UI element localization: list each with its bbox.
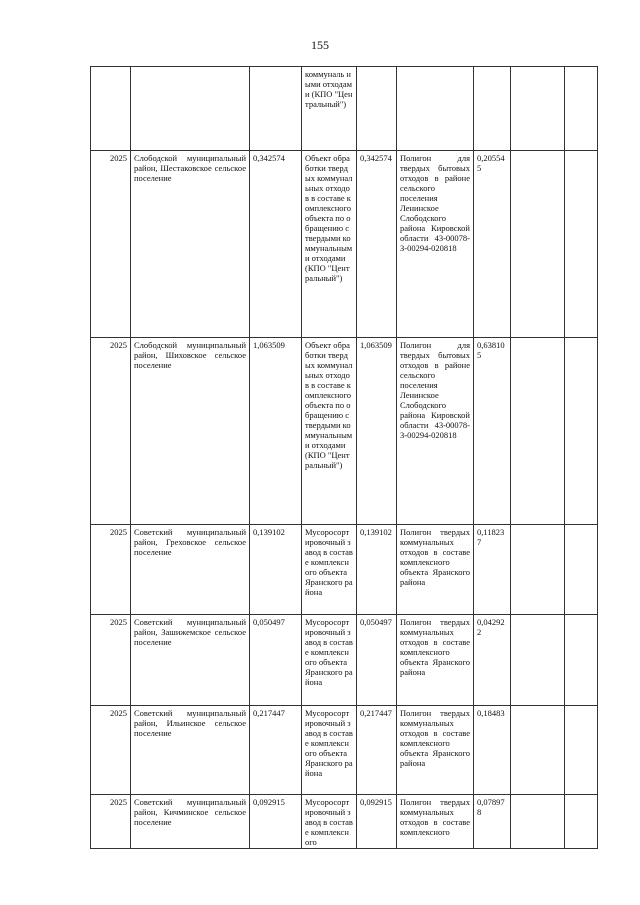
object-cell [302,67,357,151]
municipality-cell: Слободской муниципальный район, Шиховское сельское поселение [131,338,250,525]
year-cell: 2025 [91,706,131,795]
year-cell: 2025 [91,338,131,525]
empty-cell [511,795,565,849]
table-row [91,338,598,525]
municipality-cell [131,67,250,151]
value-cell: 0,050497 [250,615,302,706]
value-cell: 0,042922 [474,615,511,706]
object-cell: Мусоросортировочный завод в составе комплексного объекта Яранского района [302,706,357,795]
value-cell: 0,050497 [357,615,397,706]
value-cell: 1,063509 [250,338,302,525]
municipality-cell: Советский муниципальный район, Ильинское сельское поселение [131,706,250,795]
table-row [91,67,598,151]
page-number: 155 [311,38,329,52]
object-cell: Объект обработки твердых коммунальных отходов в составе комплексного объекта по обращению с твердыми коммунальными отходами (КПО "Центральный") [302,151,357,338]
empty-cell [511,706,565,795]
value-cell [357,67,397,151]
empty-cell [511,338,565,525]
table-row [91,151,598,338]
value-cell [474,67,511,151]
destination-cell: Полигон твердых коммунальных отходов в составе комплексного [397,795,474,849]
value-cell: 1,063509 [357,338,397,525]
year-cell [91,67,131,151]
value-cell: 0,342574 [250,151,302,338]
table-row [91,706,598,795]
empty-cell [565,338,598,525]
value-cell: 0,217447 [250,706,302,795]
value-cell: 0,118237 [474,525,511,615]
object-cell: Мусоросортировочный завод в составе комплексного объекта Яранского района [302,615,357,706]
value-cell: 0,092915 [357,795,397,849]
object-cell: Мусоросортировочный завод в составе комплексного объекта Яранского района [302,525,357,615]
value-cell: 0,217447 [357,706,397,795]
empty-cell [565,706,598,795]
table-row [91,525,598,615]
value-cell: 0,342574 [357,151,397,338]
empty-cell [511,615,565,706]
year-cell: 2025 [91,151,131,338]
year-cell: 2025 [91,795,131,849]
value-cell: 0,092915 [250,795,302,849]
destination-cell: Полигон твердых коммунальных отходов в составе комплексного объекта Яранского района [397,615,474,706]
municipality-cell: Советский муниципальный район, Кичминское сельское поселение [131,795,250,849]
value-cell: 0,139102 [357,525,397,615]
municipality-cell: Советский муниципальный район, Зашижемское сельское поселение [131,615,250,706]
value-cell: 0,078978 [474,795,511,849]
table-row [91,795,598,849]
value-cell: 0,205545 [474,151,511,338]
object-cell: Мусоросортировочный завод в составе комплексного [302,795,357,849]
empty-cell [565,67,598,151]
value-cell: 0,18483 [474,706,511,795]
year-cell: 2025 [91,615,131,706]
empty-cell [511,67,565,151]
value-cell: 0,139102 [250,525,302,615]
destination-cell: Полигон твердых коммунальных отходов в составе комплексного объекта Яранского района [397,706,474,795]
year-cell: 2025 [91,525,131,615]
table-row [91,615,598,706]
empty-cell [565,151,598,338]
empty-cell [565,525,598,615]
empty-cell [565,795,598,849]
municipality-cell: Советский муниципальный район, Греховское сельское поселение [131,525,250,615]
object-text: коммуналь ными отходами (КПО "Центральный") [305,69,353,109]
empty-cell [511,525,565,615]
value-cell: 0,638105 [474,338,511,525]
empty-cell [511,151,565,338]
empty-cell [565,615,598,706]
value-cell [250,67,302,151]
destination-cell: Полигон для твердых бытовых отходов в районе сельского поселения Ленинское Слободского района Кировской области 43-00078-З-00294-020818 [397,338,474,525]
object-cell: Объект обработки твердых коммунальных отходов в составе комплексного объекта по обращению с твердыми коммунальными отходами (КПО "Центральный") [302,338,357,525]
destination-cell: Полигон для твердых бытовых отходов в районе сельского поселения Ленинское Слободского района Кировской области 43-00078-З-00294-020818 [397,151,474,338]
destination-cell [397,67,474,151]
destination-cell: Полигон твердых коммунальных отходов в составе комплексного объекта Яранского района [397,525,474,615]
municipality-cell: Слободской муниципальный район, Шестаковское сельское поселение [131,151,250,338]
waste-flow-table [90,66,598,849]
